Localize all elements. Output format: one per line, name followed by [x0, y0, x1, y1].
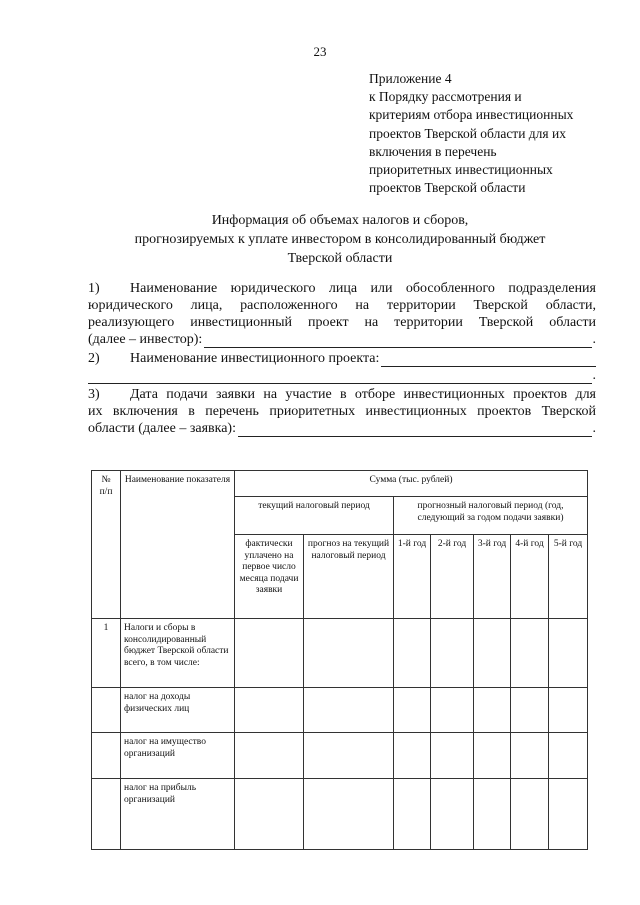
item-text: Дата подачи заявки на участие в отборе инвестиционных проектов для [130, 387, 596, 402]
item-text: Наименование юридического лица или обособленного подразделения [130, 281, 596, 296]
cell[interactable] [511, 733, 549, 779]
cell[interactable] [431, 733, 474, 779]
table-row [92, 619, 588, 688]
header-sum: Сумма (тыс. рублей) [235, 471, 588, 497]
item-end: . [592, 421, 596, 436]
project-name-field[interactable] [381, 353, 596, 367]
cell[interactable] [304, 779, 394, 850]
item-end: . [592, 368, 596, 383]
row-name: налог на прибыль организаций [121, 779, 235, 850]
row-name: налог на доходы физических лиц [121, 688, 235, 733]
item-number: 2) [88, 351, 100, 366]
cell[interactable] [474, 688, 511, 733]
table-row [92, 779, 588, 850]
application-date-field[interactable] [238, 423, 592, 437]
appendix-line: Приложение 4 [369, 71, 452, 86]
cell[interactable] [235, 619, 304, 688]
cell[interactable] [394, 733, 431, 779]
document-title [80, 211, 600, 268]
appendix-line: к Порядку рассмотрения и [369, 89, 522, 105]
item-1 [88, 280, 596, 348]
cell[interactable] [549, 619, 588, 688]
cell[interactable] [304, 733, 394, 779]
cell[interactable] [549, 779, 588, 850]
cell[interactable] [235, 779, 304, 850]
cell[interactable] [431, 688, 474, 733]
item-2 [88, 350, 596, 384]
cell[interactable] [304, 688, 394, 733]
row-num [92, 688, 121, 733]
header-name: Наименование показателя [121, 471, 235, 619]
item-text: Наименование инвестиционного проекта: [130, 351, 380, 366]
header-current-period: текущий налоговый период [235, 497, 394, 535]
row-num [92, 733, 121, 779]
header-year-2: 2-й год [431, 535, 474, 619]
cell[interactable] [549, 688, 588, 733]
cell[interactable] [511, 779, 549, 850]
appendix-line: критериям отбора инвестиционных [369, 107, 574, 123]
page-number: 23 [313, 44, 327, 59]
cell[interactable] [431, 619, 474, 688]
cell[interactable] [474, 733, 511, 779]
table-row [92, 733, 588, 779]
cell[interactable] [474, 619, 511, 688]
header-num: № п/п [92, 471, 121, 619]
cell[interactable] [431, 779, 474, 850]
header-year-1: 1-й год [394, 535, 431, 619]
cell[interactable] [474, 779, 511, 850]
item-number: 1) [88, 281, 100, 296]
tax-info-table [91, 470, 588, 850]
header-actual-paid: фактически уплачено на первое число месяца подачи заявки [235, 535, 304, 619]
appendix-line: проектов Тверской области для их [369, 125, 566, 141]
item-end: . [592, 332, 596, 347]
header-year-5: 5-й год [549, 535, 588, 619]
cell[interactable] [394, 619, 431, 688]
cell[interactable] [394, 779, 431, 850]
row-num: 1 [92, 619, 121, 688]
appendix-line: приоритетных инвестиционных [369, 162, 553, 178]
title-line: Тверской области [287, 251, 393, 266]
header-year-4: 4-й год [511, 535, 549, 619]
item-text: юридического лица, расположенного на территории Тверской области, [88, 298, 596, 313]
appendix-heading [369, 70, 609, 197]
cell[interactable] [394, 688, 431, 733]
row-name: налог на имущество организаций [121, 733, 235, 779]
cell[interactable] [549, 733, 588, 779]
item-number: 3) [88, 387, 100, 402]
cell[interactable] [235, 688, 304, 733]
appendix-line: включения в перечень [369, 143, 497, 159]
row-name: Налоги и сборы в консолидированный бюджет Тверской области всего, в том числе: [121, 619, 235, 688]
header-year-3: 3-й год [474, 535, 511, 619]
item-3 [88, 386, 596, 437]
header-forecast-period: прогнозный налоговый период (год, следующий за годом подачи заявки) [394, 497, 588, 535]
cell[interactable] [235, 733, 304, 779]
header-forecast-current: прогноз на текущий налоговый период [304, 535, 394, 619]
item-text: (далее – инвестор): [88, 332, 203, 347]
item-text: реализующего инвестиционный проект на территории Тверской области [88, 315, 596, 330]
cell[interactable] [304, 619, 394, 688]
title-line: прогнозируемых к уплате инвестором в консолидированный бюджет [134, 232, 546, 247]
cell[interactable] [511, 688, 549, 733]
table-row [92, 688, 588, 733]
cell[interactable] [511, 619, 549, 688]
project-name-field-continued[interactable] [88, 370, 592, 384]
item-text: их включения в перечень приоритетных инвестиционных проектов Тверской [88, 404, 596, 419]
appendix-line: проектов Тверской области [369, 180, 526, 196]
title-line: Информация об объемах налогов и сборов, [211, 213, 469, 228]
investor-name-field[interactable] [204, 334, 591, 348]
item-text: области (далее – заявка): [88, 421, 236, 436]
row-num [92, 779, 121, 850]
